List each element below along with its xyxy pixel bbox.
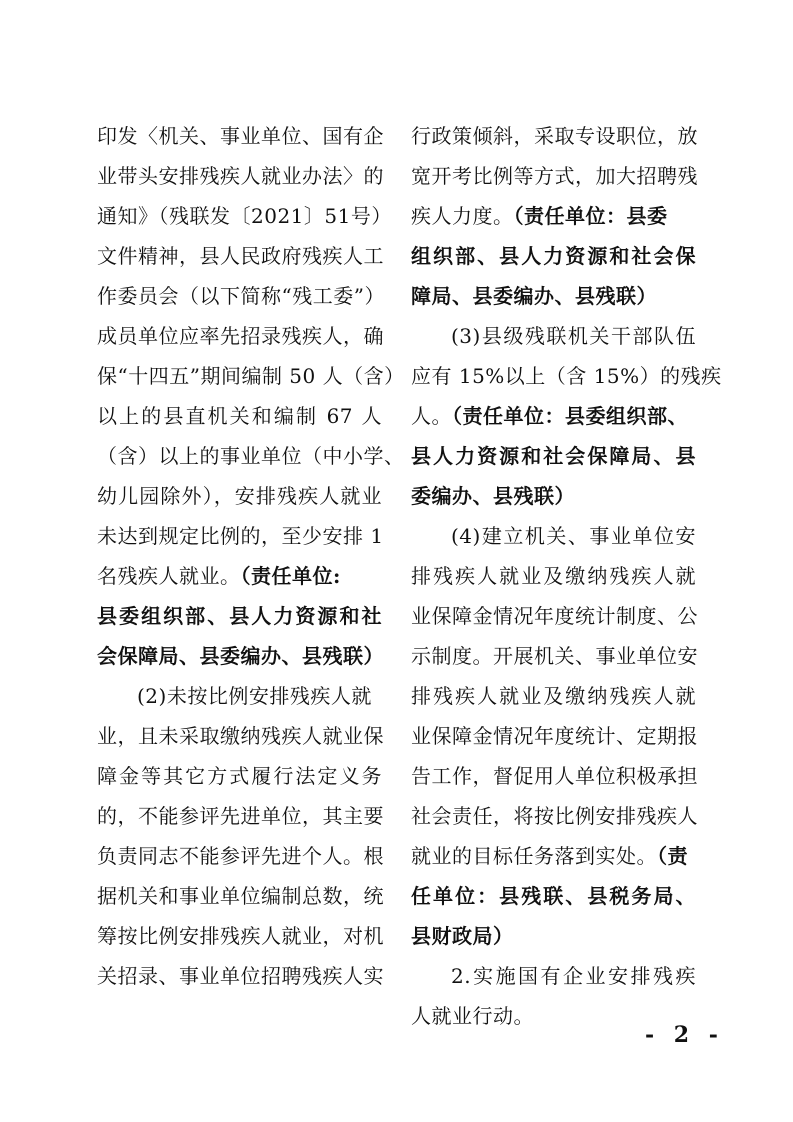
text-line: 业保障金情况年度统计制度、公: [411, 604, 698, 628]
responsibility-line: 县财政局）: [411, 924, 514, 948]
text-line: 筹按比例安排残疾人就业，对机: [97, 924, 384, 948]
text-line: 业带头安排残疾人就业办法〉的: [97, 164, 384, 188]
text-line: 文件精神，县人民政府残疾人工: [97, 244, 384, 268]
responsibility-line: 会保障局、县委编办、县残联）: [97, 644, 384, 668]
text-line: 应有 15%以上（含 15%）的残疾: [411, 364, 722, 388]
text-line: [97, 556, 382, 596]
paragraph-start: (4)建立机关、事业单位安: [451, 524, 696, 548]
text-line: （含）以上的事业单位（中小学、: [97, 444, 405, 468]
text-line: 示制度。开展机关、事业单位安: [411, 644, 698, 668]
responsibility-line: 任单位：县残联、县税务局、: [411, 884, 696, 908]
text-line: 负责同志不能参评先进个人。根: [97, 844, 384, 868]
text-line: 人就业行动。: [411, 1004, 534, 1028]
text-line: [411, 836, 696, 876]
text-segment: 名残疾人就业。: [97, 564, 241, 588]
text-line: 作委员会（以下简称“残工委”）: [97, 284, 385, 308]
left-column: [97, 116, 405, 996]
text-line: [411, 396, 696, 436]
responsibility-line: 组织部、县人力资源和社会保: [411, 244, 696, 268]
paragraph-start: (3)县级残联机关干部队伍: [451, 324, 696, 348]
text-line: 据机关和事业单位编制总数，统: [97, 884, 384, 908]
responsibility-line: 障局、县委编办、县残联）: [411, 284, 657, 308]
text-line: 障金等其它方式履行法定义务: [97, 764, 382, 788]
text-segment: 疾人力度。: [411, 204, 514, 228]
responsibility-label: （责任单位:: [240, 564, 341, 588]
text-line: [411, 196, 696, 236]
paragraph-start: 2.实施国有企业安排残疾: [451, 964, 696, 988]
text-line: 关招录、事业单位招聘残疾人实: [97, 964, 384, 988]
responsibility-label: （责任单位：县委组织部、: [452, 404, 688, 428]
text-line: 的，不能参评先进单位，其主要: [97, 804, 384, 828]
text-line: 宽开考比例等方式，加大招聘残: [411, 164, 698, 188]
responsibility-line: 委编办、县残联）: [411, 484, 575, 508]
responsibility-label: （责任单位：县委: [513, 204, 668, 228]
text-line: 行政策倾斜，采取专设职位，放: [411, 124, 698, 148]
text-line: 印发〈机关、事业单位、国有企: [97, 124, 384, 148]
text-line: 社会责任，将按比例安排残疾人: [411, 804, 698, 828]
text-line: 业，且未采取缴纳残疾人就业保: [97, 724, 384, 748]
text-line: 通知》（残联发〔2021〕51号）: [97, 204, 392, 228]
responsibility-label: （责: [657, 844, 688, 868]
text-line: 业保障金情况年度统计、定期报: [411, 724, 698, 748]
right-column: [411, 116, 722, 1036]
page-number: - 2 -: [645, 1022, 724, 1048]
text-line: 保“十四五”期间编制 50 人（含）: [97, 364, 405, 388]
text-segment: 人。: [411, 404, 452, 428]
text-line: 幼儿园除外），安排残疾人就业: [97, 484, 382, 508]
responsibility-line: 县人力资源和社会保障局、县: [411, 444, 696, 468]
text-line: 未达到规定比例的，至少安排 1: [97, 524, 384, 548]
text-line: 成员单位应率先招录残疾人，确: [97, 324, 384, 348]
paragraph-start: (2)未按比例安排残疾人就: [137, 684, 372, 708]
text-line: 告工作，督促用人单位积极承担: [411, 764, 698, 788]
responsibility-line: 县委组织部、县人力资源和社: [97, 604, 382, 628]
text-line: 以上的县直机关和编制 67 人: [97, 404, 382, 428]
text-line: 排残疾人就业及缴纳残疾人就: [411, 564, 696, 588]
text-segment: 就业的目标任务落到实处。: [411, 844, 657, 868]
text-line: 排残疾人就业及缴纳残疾人就: [411, 684, 696, 708]
